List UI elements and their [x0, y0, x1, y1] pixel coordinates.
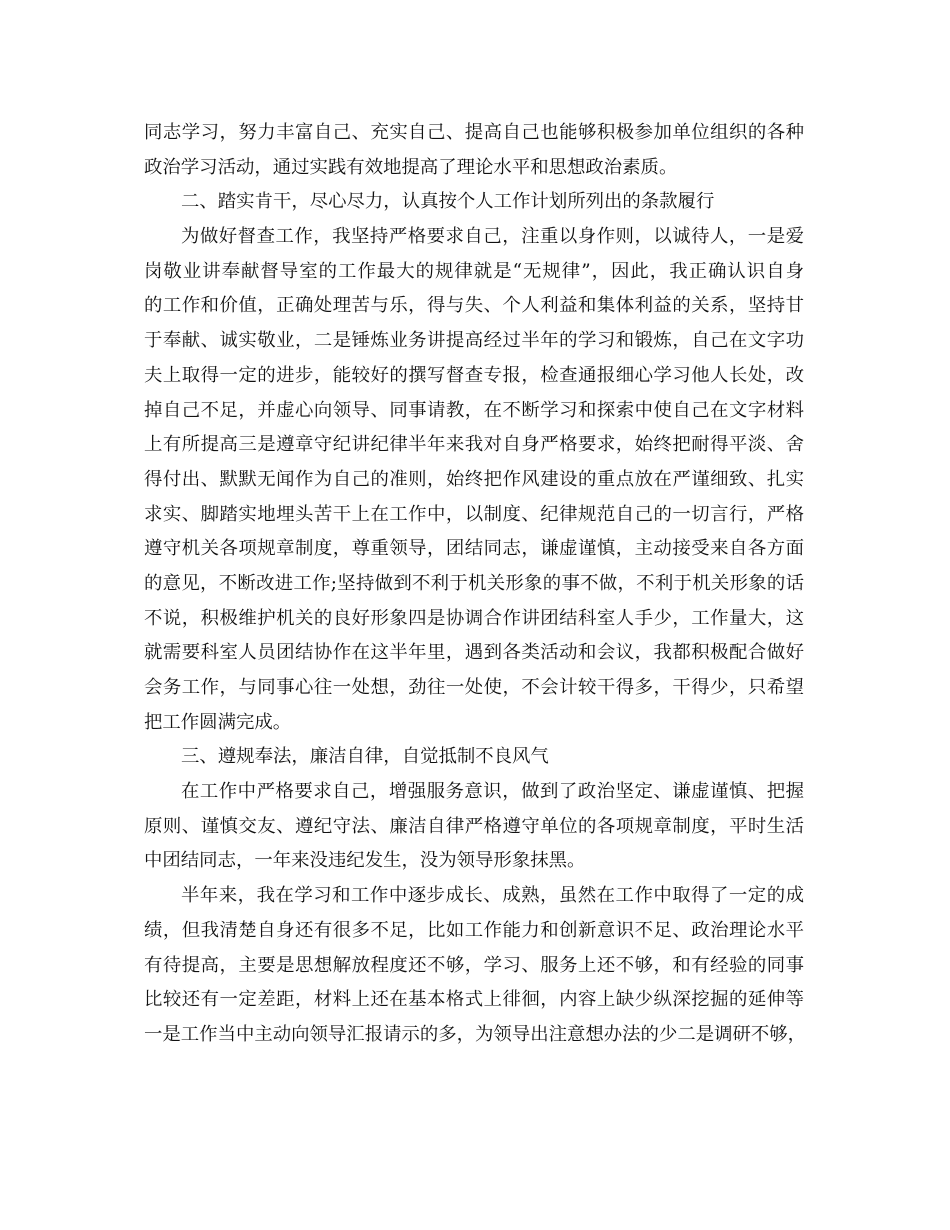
text-line: 于奉献、诚实敬业，二是锤炼业务讲提高经过半年的学习和锻炼，自己在文字功	[144, 330, 804, 352]
text-line: 不说，积极维护机关的良好形象四是协调合作讲团结科室人手少，工作量大，这	[144, 607, 804, 629]
text-line: 同志学习，努力丰富自己、充实自己、提高自己也能够积极参加单位组织的各种	[144, 122, 804, 143]
text-line: 一是工作当中主动向领导汇报请示的多，为领导出注意想办法的少二是调研不够，	[144, 1023, 807, 1045]
text-line: 三、遵规奉法，廉洁自律，自觉抵制不良风气	[181, 746, 549, 768]
document-body	[144, 116, 807, 1053]
text-line: 的意见，不断改进工作;坚持做到不利于机关形象的事不做，不利于机关形象的话	[144, 572, 804, 594]
text-line: 二、踏实肯干，尽心尽力，认真按个人工作计划所列出的条款履行	[181, 191, 715, 213]
text-line: 为做好督查工作，我坚持严格要求自己，注重以身作则，以诚待人，一是爱	[181, 226, 804, 248]
text-line: 原则、谨慎交友、遵纪守法、廉洁自律严格遵守单位的各项规章制度，平时生活	[144, 815, 804, 837]
text-line: 掉自己不足，并虚心向领导、同事请教，在不断学习和探索中使自己在文字材料	[144, 399, 804, 421]
text-line: 比较还有一定差距，材料上还在基本格式上徘徊，内容上缺少纵深挖掘的延伸等	[144, 989, 804, 1011]
text-line: 夫上取得一定的进步，能较好的撰写督查专报，检查通报细心学习他人长处，改	[144, 364, 804, 386]
text-line: 求实、脚踏实地埋头苦干上在工作中，以制度、纪律规范自己的一切言行，严格	[144, 503, 804, 525]
text-line: 会务工作，与同事心往一处想，劲往一处使，不会计较干得多，干得少，只希望	[144, 677, 804, 698]
text-line: 中团结同志，一年来没违纪发生，没为领导形象抹黑。	[144, 850, 586, 872]
text-line: 就需要科室人员团结协作在这半年里，遇到各类活动和会议，我都积极配合做好	[144, 642, 804, 664]
text-line: 半年来，我在学习和工作中逐步成长、成熟，虽然在工作中取得了一定的成	[181, 885, 804, 907]
text-line: 岗敬业讲奉献督导室的工作最大的规律就是“无规律”，因此，我正确认识自身	[144, 260, 804, 282]
text-line: 绩，但我清楚自身还有很多不足，比如工作能力和创新意识不足、政治理论水平	[144, 919, 804, 941]
text-line: 遵守机关各项规章制度，尊重领导，团结同志，谦虚谨慎，主动接受来自各方面	[144, 538, 804, 560]
text-line: 的工作和价值，正确处理苦与乐，得与失、个人利益和集体利益的关系，坚持甘	[144, 295, 804, 317]
text-line: 上有所提高三是遵章守纪讲纪律半年来我对自身严格要求，始终把耐得平淡、舍	[144, 434, 804, 456]
text-line: 得付出、默默无闻作为自己的准则，始终把作风建设的重点放在严谨细致、扎实	[144, 468, 804, 490]
text-line: 有待提高，主要是思想解放程度还不够，学习、服务上还不够，和有经验的同事	[144, 954, 804, 976]
text-line: 政治学习活动，通过实践有效地提高了理论水平和思想政治素质。	[144, 156, 678, 178]
text-line: 在工作中严格要求自己，增强服务意识，做到了政治坚定、谦虚谨慎、把握	[181, 781, 804, 803]
text-line: 把工作圆满完成。	[144, 711, 292, 733]
